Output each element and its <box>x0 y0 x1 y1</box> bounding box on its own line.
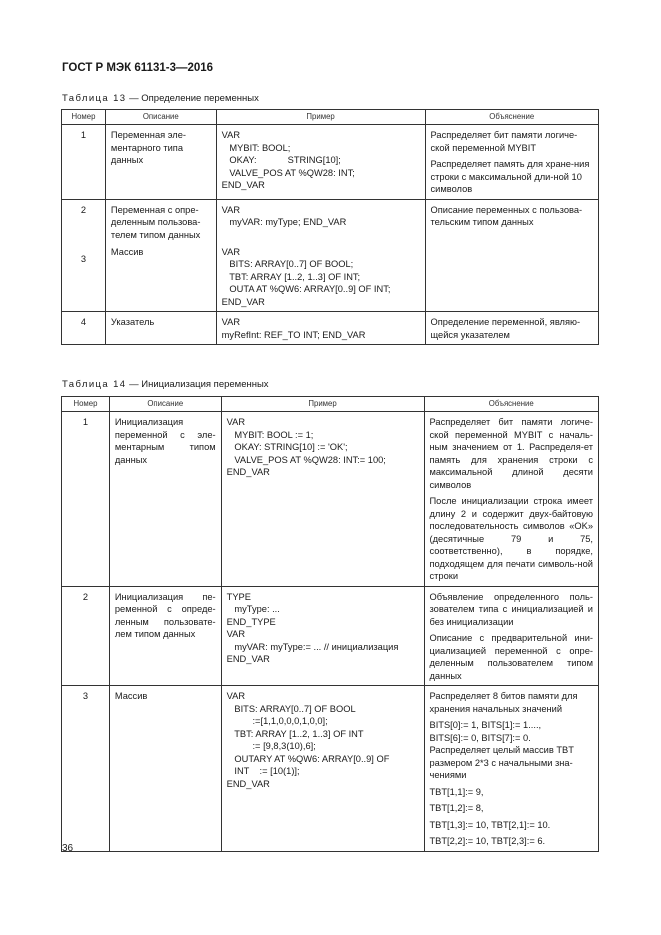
row-description: Переменная эле- ментарного типа данных <box>105 125 216 200</box>
row-number: 2 <box>62 586 110 686</box>
row-number: 3 <box>62 686 110 852</box>
row-description: Инициализация пе-ременной с опреде-ленным пользовате-лем типом данных <box>109 586 221 686</box>
row-example-code: VAR MYBIT: BOOL := 1; OKAY: STRING[10] := 'OK'; VALVE_POS AT %QW28: INT:= 100; END_VAR <box>221 412 424 587</box>
column-header-number: Номер <box>62 110 106 125</box>
table13-header-row <box>62 110 599 125</box>
row-example-code: VAR myVAR: myType; END_VAR VAR BITS: ARRAY[0..7] OF BOOL; TBT: ARRAY [1..2, 1..3] OF INT; OUTA AT %QW6: ARRAY[0..9] OF INT; END_VAR <box>216 199 425 312</box>
column-header-number: Номер <box>62 397 110 412</box>
table-row <box>62 412 599 587</box>
column-header-explanation: Объяснение <box>425 110 598 125</box>
table13-caption-text: — Определение переменных <box>126 93 259 104</box>
row-explanation: Распределяет бит памяти логиче-ской переменной MYBIT с началь-ным значением от 1. Распределя-ет память для хранения строки с максимальной длиной десяти символов После инициализации строка имеет длину 2 и содержит двух-байтовую последовательность символов «OK» (десятичные 79 и 75, соответственно), в порядке, подходящем для печати символь-ной строки <box>424 412 599 587</box>
page-number: 36 <box>62 843 74 854</box>
table-row <box>62 312 599 345</box>
row-number: 1 <box>62 125 106 200</box>
column-header-example: Пример <box>216 110 425 125</box>
row-explanation: Определение переменной, являю-щейся указателем <box>425 312 598 345</box>
table-row <box>62 125 599 200</box>
table-row <box>62 199 599 312</box>
table14-caption-text: — Инициализация переменных <box>126 379 269 390</box>
column-header-explanation: Объяснение <box>424 397 599 412</box>
table13-caption-label: Таблица 13 <box>62 93 127 104</box>
row-description: Переменная с опре- деленным пользова- телем типом данных Массив <box>105 199 216 312</box>
row-example-code: TYPE myType: ... END_TYPE VAR myVAR: myType:= ... // инициализация END_VAR <box>221 586 424 686</box>
column-header-description: Описание <box>105 110 216 125</box>
row-description: Инициализация переменной с эле-ментарным типом данных <box>109 412 221 587</box>
table13-caption <box>62 93 259 104</box>
row-description: Массив <box>109 686 221 852</box>
table14-caption-label: Таблица 14 <box>62 379 127 390</box>
column-header-description: Описание <box>109 397 221 412</box>
row-example-code: VAR MYBIT: BOOL; OKAY: STRING[10]; VALVE_POS AT %QW28: INT; END_VAR <box>216 125 425 200</box>
table-row <box>62 686 599 852</box>
row-explanation: Объявление определенного поль-зователем типа с инициализацией и без инициализации Описание с предварительной ини-циализацией переменной с опре-деленным пользователем типом данных <box>424 586 599 686</box>
row-number: 1 <box>62 412 110 587</box>
row-example-code: VAR myRefInt: REF_TO INT; END_VAR <box>216 312 425 345</box>
row-description: Указатель <box>105 312 216 345</box>
table14-caption <box>62 379 269 390</box>
row-example-code: VAR BITS: ARRAY[0..7] OF BOOL :=[1,1,0,0,0,1,0,0]; TBT: ARRAY [1..2, 1..3] OF INT := [9,8,3(10),6]; OUTARY AT %QW6: ARRAY[0..9] OF INT := [10(1)]; END_VAR <box>221 686 424 852</box>
column-header-example: Пример <box>221 397 424 412</box>
row-explanation: Распределяет 8 битов памяти для хранения начальных значений BITS[0]:= 1, BITS[1]:= 1...., BITS[6]:= 0, BITS[7]:= 0. Распределяет целый массив TBT размером 2*3 с начальными зна-чениями TBT[1,1]:= 9, TBT[1,2]:= 8, TBT[1,3]:= 10, TBT[2,1]:= 10. TBT[2,2]:= 10, TBT[2,3]:= 6. <box>424 686 599 852</box>
table14 <box>61 396 599 852</box>
table-row <box>62 586 599 686</box>
row-explanation: Описание переменных с пользова-тельским типом данных <box>425 199 598 312</box>
table14-header-row <box>62 397 599 412</box>
row-number: 4 <box>62 312 106 345</box>
document-header: ГОСТ Р МЭК 61131-3—2016 <box>62 62 214 74</box>
table13 <box>61 109 599 345</box>
row-explanation: Распределяет бит памяти логиче-ской переменной MYBIT Распределяет память для хране-ния строки с максимальной дли-ной 10 символов <box>425 125 598 200</box>
row-number: 2 3 <box>62 199 106 312</box>
